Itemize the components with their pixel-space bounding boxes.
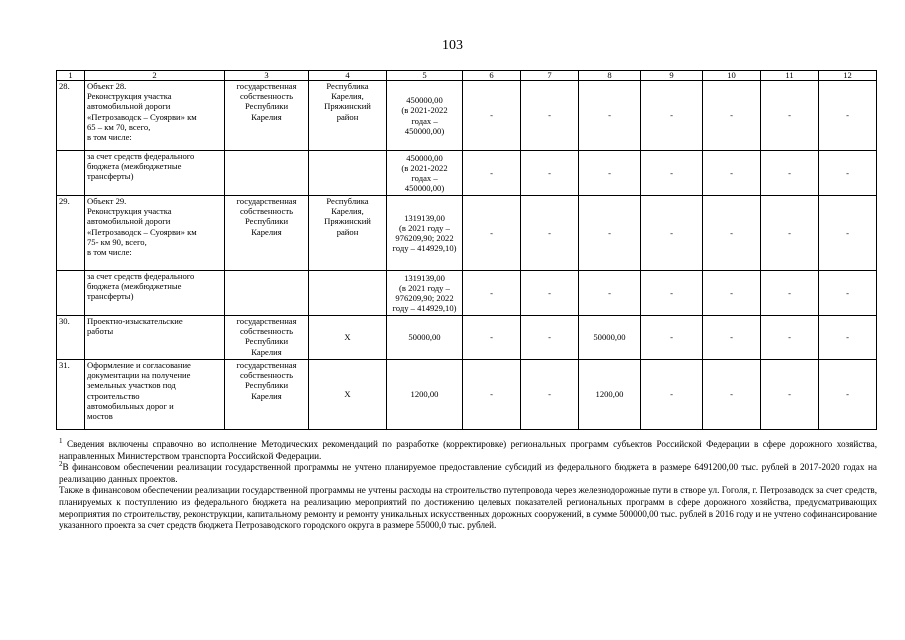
- value-cell: -: [641, 151, 703, 196]
- cell-line: мостов: [87, 411, 113, 422]
- value-cell: -: [761, 81, 819, 151]
- object-name-cell: [85, 316, 225, 360]
- ownership-cell: [225, 151, 309, 196]
- cell-line: автомобильной дороги: [87, 216, 171, 227]
- cell-line: за счет средств федерального: [87, 151, 195, 161]
- cell-line: собственность: [239, 326, 294, 337]
- cell-line: Объект 29.: [87, 196, 127, 206]
- value-cell: -: [819, 151, 877, 196]
- value-cell: -: [641, 196, 703, 271]
- footnotes: [59, 436, 878, 532]
- footnote-text: Сведения включены справочно во исполнение Методических рекомендаций по разработке (корректировке) региональных программ субъектов Российской Федерации в сфере дорожного хозяйства, направленных Министерством транспорта Российской Федерации.: [59, 439, 878, 461]
- cell-line: Пряжинский: [324, 101, 371, 112]
- value-cell: -: [521, 151, 579, 196]
- cell-line: в том числе:: [87, 247, 132, 258]
- cell-line: собственность: [239, 91, 294, 102]
- footnote-3: [59, 485, 877, 531]
- cell-line: году – 414929,10): [392, 303, 457, 314]
- cell-line: бюджета (межбюджетные: [87, 281, 182, 292]
- object-name-cell: [85, 81, 225, 151]
- cell-line: Карелия: [251, 111, 282, 122]
- page-number: 103: [442, 38, 463, 53]
- column-number: 9: [641, 71, 703, 81]
- value-cell: -: [761, 271, 819, 316]
- value-cell: -: [521, 316, 579, 360]
- table-row: [57, 81, 877, 151]
- total-cell: [387, 316, 463, 360]
- cell-line: строительство: [87, 390, 140, 401]
- value-cell: -: [463, 196, 521, 271]
- cell-line: 65 – км 70, всего,: [87, 121, 151, 132]
- value-cell: -: [703, 81, 761, 151]
- cell-line: (в 2021 году –: [399, 222, 450, 233]
- object-name-cell: [85, 271, 225, 316]
- column-number-row: [57, 71, 877, 81]
- cell-line: Республики: [244, 216, 289, 227]
- location-cell: [309, 316, 387, 360]
- cell-line: Х: [344, 389, 351, 400]
- cell-line: за счет средств федерального: [87, 271, 195, 281]
- column-number: 6: [463, 71, 521, 81]
- cell-line: Х: [344, 332, 351, 343]
- footnote-text: В финансовом обеспечении реализации государственной программы не учтено планируемое предоставление субсидий из федерального бюджета в размере 6491200,00 тыс. рублей в 2017-2020 годах на реализацию данных проектов.: [59, 462, 877, 484]
- value-cell: -: [703, 316, 761, 360]
- value-cell: -: [761, 360, 819, 430]
- cell-line: Реконструкция участка: [87, 91, 172, 102]
- cell-line: Оформление и согласование: [87, 360, 191, 370]
- cell-line: район: [336, 226, 359, 237]
- value-cell: -: [819, 316, 877, 360]
- row-number-cell: [57, 271, 85, 316]
- object-name-cell: [85, 151, 225, 196]
- cell-line: государственная: [236, 81, 297, 91]
- footnote-text: Также в финансовом обеспечении реализации государственной программы не учтены расходы на строительство путепровода через железнодорожные пути в створе ул. Гоголя, г. Петрозаводск за счет средств, планируемых к поступлению из федерального бюджета на реализацию мероприятий по достижению целевых показателей региональных программ в сфере дорожного хозяйства, предусматривающих мероприятия по строительству, реконструкции, капитальному ремонту и ремонту уникальных искусственных дорожных сооружений, в сумме 500000,00 тыс. рублей в 2016 году и не учтено софинансирование указанного проекта за счет средств бюджета Петрозаводского городского округа в размере 55000,0 тыс. рублей.: [59, 485, 877, 531]
- cell-line: собственность: [239, 206, 294, 217]
- value-cell: -: [463, 316, 521, 360]
- cell-line: 976209,90; 2022: [395, 293, 454, 303]
- value-cell: -: [641, 360, 703, 430]
- cell-line: 976209,90; 2022: [395, 233, 454, 243]
- value-cell: 50000,00: [579, 316, 641, 360]
- value-cell: -: [641, 316, 703, 360]
- value-cell: -: [703, 271, 761, 316]
- cell-line: 75- км 90, всего,: [87, 236, 147, 247]
- cell-line: годах –: [411, 115, 438, 126]
- cell-line: «Петрозаводск – Суоярви» км: [87, 226, 197, 237]
- cell-line: бюджета (межбюджетные: [87, 161, 182, 172]
- location-cell: [309, 360, 387, 430]
- table-row: [57, 360, 877, 430]
- cell-line: (в 2021 году –: [399, 282, 450, 293]
- cell-line: государственная: [236, 360, 297, 370]
- table-body: [57, 71, 877, 430]
- table-row: [57, 151, 877, 196]
- column-number: 11: [761, 71, 819, 81]
- column-number: 8: [579, 71, 641, 81]
- cell-line: в том числе:: [87, 132, 132, 143]
- cell-line: автомобильной дороги: [87, 101, 171, 112]
- column-number: 2: [85, 71, 225, 81]
- cell-line: Республики: [244, 101, 289, 112]
- column-number: 4: [309, 71, 387, 81]
- cell-line: Пряжинский: [324, 216, 371, 227]
- value-cell: -: [521, 196, 579, 271]
- total-cell: [387, 360, 463, 430]
- cell-line: земельных участков под: [87, 380, 176, 391]
- value-cell: -: [703, 151, 761, 196]
- column-number: 12: [819, 71, 877, 81]
- total-cell: [387, 81, 463, 151]
- value-cell: -: [761, 151, 819, 196]
- cell-line: (в 2021-2022: [401, 105, 448, 116]
- footnote-2: [59, 462, 877, 485]
- cell-line: государственная: [236, 196, 297, 206]
- value-cell: -: [641, 271, 703, 316]
- cell-line: Республики: [244, 380, 289, 391]
- location-cell: [309, 81, 387, 151]
- footnote-mark: 1: [59, 436, 63, 445]
- cell-line: собственность: [239, 370, 294, 381]
- cell-line: 450000,00: [406, 95, 443, 106]
- row-number-cell: [57, 151, 85, 196]
- value-cell: -: [579, 271, 641, 316]
- cell-line: 1319139,00: [404, 212, 445, 223]
- cell-line: Карелия,: [331, 91, 364, 102]
- value-cell: -: [641, 81, 703, 151]
- cell-line: Карелия: [251, 390, 282, 401]
- value-cell: -: [703, 360, 761, 430]
- table-row: [57, 316, 877, 360]
- value-cell: -: [521, 360, 579, 430]
- total-cell: [387, 151, 463, 196]
- cell-line: 1200,00: [410, 389, 439, 400]
- cell-line: годах –: [411, 173, 438, 183]
- column-number: 7: [521, 71, 579, 81]
- ownership-cell: [225, 271, 309, 316]
- footnote-mark: 2: [59, 460, 63, 469]
- cell-line: документации на получение: [87, 370, 191, 381]
- cell-line: автомобильных дорог и: [87, 400, 174, 411]
- cell-line: Объект 28.: [87, 81, 127, 91]
- ownership-cell: [225, 316, 309, 360]
- cell-line: (в 2021-2022: [401, 162, 448, 173]
- financing-table: [56, 70, 877, 430]
- value-cell: -: [463, 81, 521, 151]
- cell-line: 50000,00: [408, 332, 441, 343]
- cell-line: Проектно-изыскательские: [87, 316, 183, 326]
- column-number: 5: [387, 71, 463, 81]
- cell-line: году – 414929,10): [392, 243, 457, 254]
- value-cell: -: [761, 196, 819, 271]
- value-cell: -: [521, 271, 579, 316]
- cell-line: 450000,00): [404, 125, 445, 136]
- value-cell: 1200,00: [579, 360, 641, 430]
- cell-line: Республика: [326, 196, 369, 206]
- footnote-1: [59, 436, 878, 462]
- cell-line: 450000,00): [404, 183, 445, 194]
- total-cell: [387, 271, 463, 316]
- location-cell: [309, 271, 387, 316]
- value-cell: -: [463, 271, 521, 316]
- cell-line: Республики: [244, 336, 289, 347]
- cell-line: 1319139,00: [404, 272, 445, 283]
- cell-line: Республика: [326, 81, 369, 91]
- value-cell: -: [521, 81, 579, 151]
- total-cell: [387, 196, 463, 271]
- object-name-cell: [85, 196, 225, 271]
- value-cell: -: [463, 151, 521, 196]
- cell-line: 450000,00: [406, 152, 443, 163]
- value-cell: -: [463, 360, 521, 430]
- cell-line: район: [336, 111, 359, 122]
- ownership-cell: [225, 81, 309, 151]
- cell-line: Карелия: [251, 226, 282, 237]
- row-number-cell: 31.: [57, 360, 85, 430]
- cell-line: «Петрозаводск – Суоярви» км: [87, 111, 197, 122]
- cell-line: Реконструкция участка: [87, 206, 172, 217]
- location-cell: [309, 196, 387, 271]
- value-cell: -: [761, 316, 819, 360]
- cell-line: Карелия: [251, 346, 282, 357]
- row-number-cell: 28.: [57, 81, 85, 151]
- value-cell: -: [819, 196, 877, 271]
- row-number-cell: 30.: [57, 316, 85, 360]
- column-number: 3: [225, 71, 309, 81]
- column-number: 10: [703, 71, 761, 81]
- value-cell: -: [579, 151, 641, 196]
- ownership-cell: [225, 196, 309, 271]
- column-number: 1: [57, 71, 85, 81]
- table-row: [57, 271, 877, 316]
- ownership-cell: [225, 360, 309, 430]
- cell-line: трансферты): [87, 291, 134, 302]
- cell-line: Карелия,: [331, 206, 364, 217]
- location-cell: [309, 151, 387, 196]
- value-cell: -: [819, 271, 877, 316]
- cell-line: трансферты): [87, 171, 134, 182]
- table-row: [57, 196, 877, 271]
- object-name-cell: [85, 360, 225, 430]
- value-cell: -: [819, 360, 877, 430]
- row-number-cell: 29.: [57, 196, 85, 271]
- value-cell: -: [819, 81, 877, 151]
- cell-line: работы: [87, 326, 114, 337]
- value-cell: -: [579, 196, 641, 271]
- value-cell: -: [579, 81, 641, 151]
- cell-line: государственная: [236, 316, 297, 326]
- value-cell: -: [703, 196, 761, 271]
